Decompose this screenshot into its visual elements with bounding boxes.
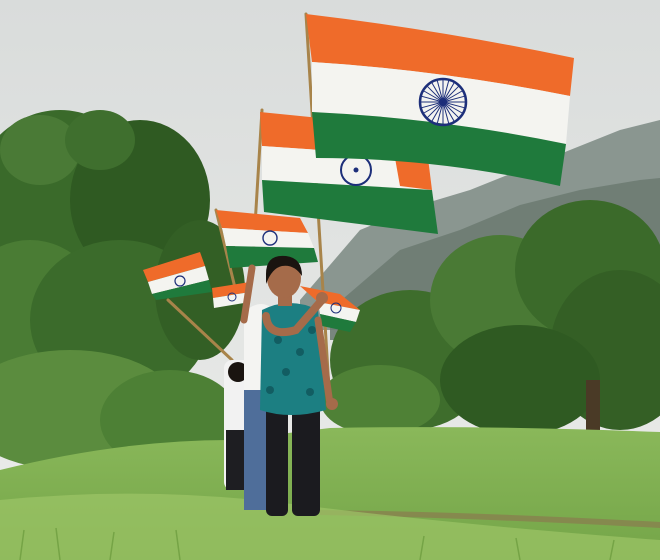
ashoka-chakra-icon xyxy=(420,79,466,125)
